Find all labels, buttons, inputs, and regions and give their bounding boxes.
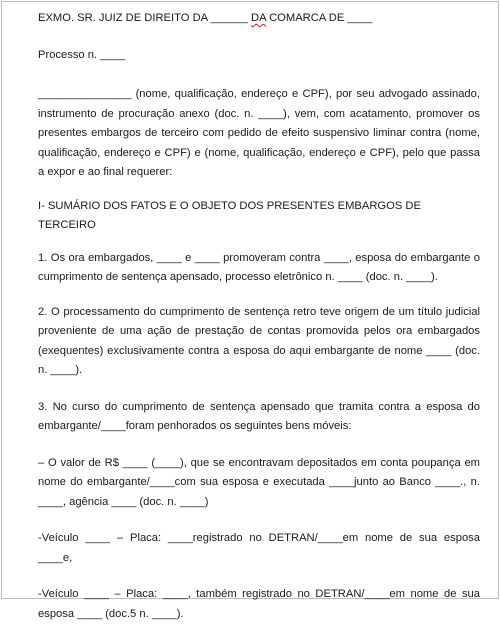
court-header-text: EXMO. SR. JUIZ DE DIREITO DA ______ [38, 12, 252, 24]
court-header-text-end: COMARCA DE ____ [265, 12, 373, 24]
processo-number: Processo n. ____ [38, 48, 126, 61]
paragraph-4: – O valor de R$ ____ (____), que se encontravam depositados em conta poupança em nome do embargante/____com sua esposa e executada ____junto ao Banco ____., n. ____, agência ____ (doc. n. ____) [38, 456, 480, 508]
paragraph-5: -Veículo ____ – Placa: ____registrado no DETRAN/____em nome de sua esposa ____e, [38, 532, 480, 564]
court-header [38, 9, 480, 29]
intro-paragraph: _______________ (nome, qualificação, endereço e CPF), por seu advogado assinado, instrumento de procuração anexo (doc. n. ____), vem, com acatamento, promover os presentes embargos de terceiro com pedido de efeito suspensivo liminar contra (nome, qualificação, endereço e CPF) e (nome, qualificação, endereço e CPF), pelo que passa a expor e ao final requerer: [38, 88, 480, 178]
paragraph-1: 1. Os ora embargados, ____ e ____ promoveram contra ____, esposa do embargante o cumprimento de sentença apensado, processo eletrônico n. ____ (doc. n. ____). [38, 251, 480, 283]
document-page [38, 9, 480, 624]
paragraph-6: -Veículo ____ – Placa: ____, também registrado no DETRAN/____em nome de sua esposa ____ (doc.5 n. ____). [38, 588, 480, 620]
paragraph-2: 2. O processamento do cumprimento de sentença retro teve origem de um título judicial proveniente de uma ação de prestação de contas promovida pelos ora embargados (exequentes) exclusivamente contra a esposa do aqui embargante de nome ____ (doc. n. ____). [38, 305, 480, 376]
section-title: I- SUMÁRIO DOS FATOS E O OBJETO DOS PRESENTES EMBARGOS DE TERCEIRO [38, 199, 421, 231]
spellcheck-word: DA [251, 12, 266, 24]
paragraph-3: 3. No curso do cumprimento de sentença apensado que tramita contra a esposa do embargante/____foram penhorados os seguintes bens móveis: [38, 400, 480, 432]
